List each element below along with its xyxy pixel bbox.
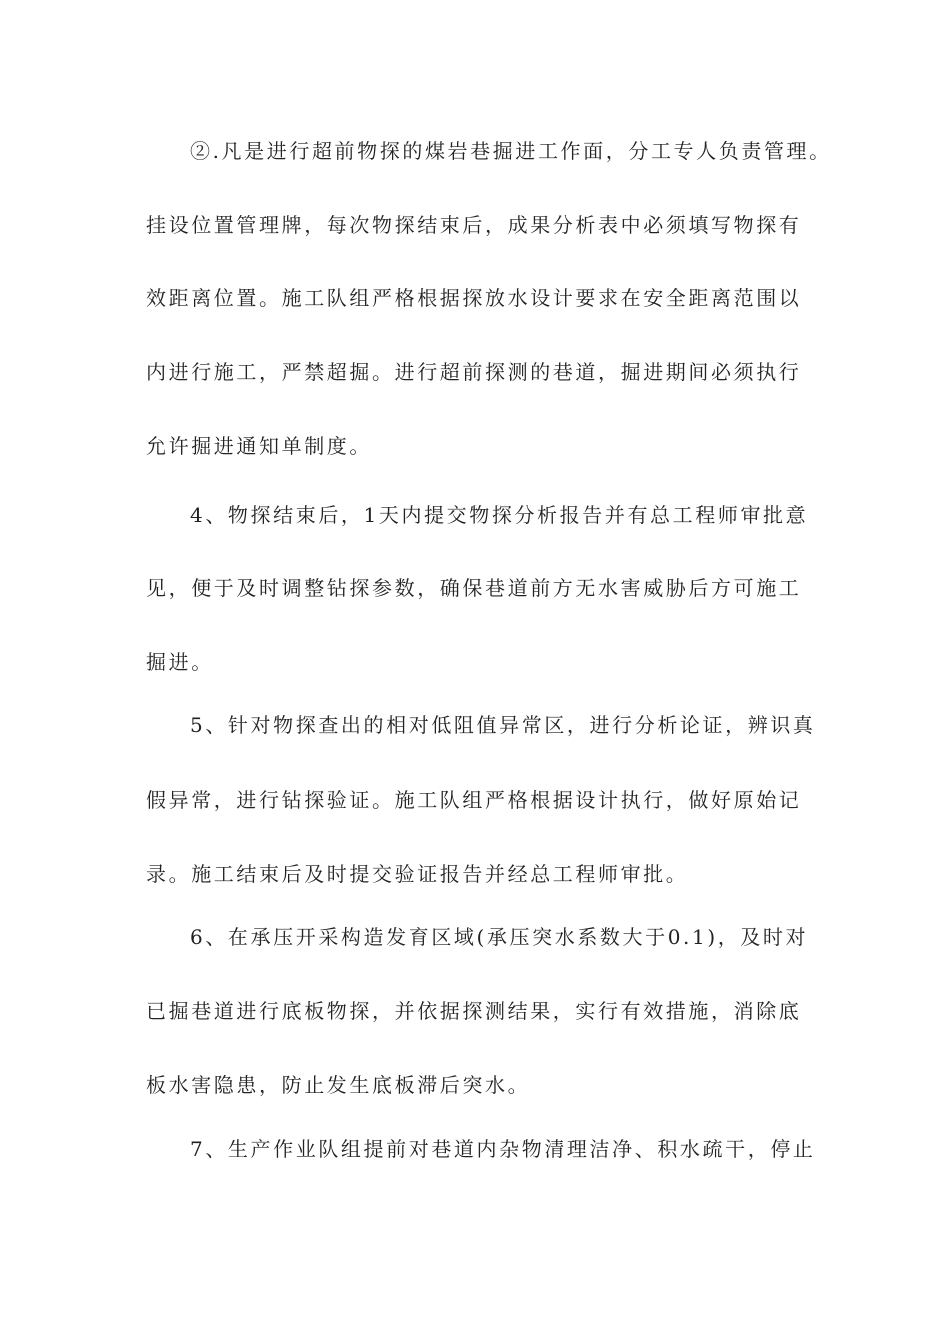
paragraph-6-line-3: 板水害隐患，防止发生底板滞后突水。 <box>146 1073 531 1097</box>
paragraph-7-line-1: 7、生产作业队组提前对巷道内杂物清理洁净、积水疏干，停止 <box>190 1137 816 1161</box>
paragraph-4-line-3: 掘进。 <box>146 650 214 674</box>
paragraph-5-line-3: 录。施工结束后及时提交验证报告并经总工程师审批。 <box>146 862 689 886</box>
paragraph-6-line-1: 6、在承压开采构造发育区域(承压突水系数大于0.1)，及时对 <box>190 925 809 949</box>
paragraph-6-line-2: 已掘巷道进行底板物探，并依据探测结果，实行有效措施，消除底 <box>146 999 802 1023</box>
paragraph-4-line-2: 见，便于及时调整钻探参数，确保巷道前方无水害威胁后方可施工 <box>146 576 802 600</box>
paragraph-5-line-1: 5、针对物探查出的相对低阻值异常区，进行分析论证，辨识真 <box>190 713 816 737</box>
paragraph-2-line-1: ②.凡是进行超前物探的煤岩巷掘进工作面，分工专人负责管理。 <box>190 139 832 163</box>
paragraph-5-line-2: 假异常，进行钻探验证。施工队组严格根据设计执行，做好原始记 <box>146 788 802 812</box>
paragraph-2-line-5: 允许掘进通知单制度。 <box>146 434 372 458</box>
paragraph-2-line-4: 内进行施工，严禁超掘。进行超前探测的巷道，掘进期间必须执行 <box>146 360 802 384</box>
paragraph-4-line-1: 4、物探结束后，1天内提交物探分析报告并有总工程师审批意 <box>190 503 809 527</box>
paragraph-2-line-2: 挂设位置管理牌，每次物探结束后，成果分析表中必须填写物探有 <box>146 213 802 237</box>
paragraph-2-line-3: 效距离位置。施工队组严格根据探放水设计要求在安全距离范围以 <box>146 286 802 310</box>
